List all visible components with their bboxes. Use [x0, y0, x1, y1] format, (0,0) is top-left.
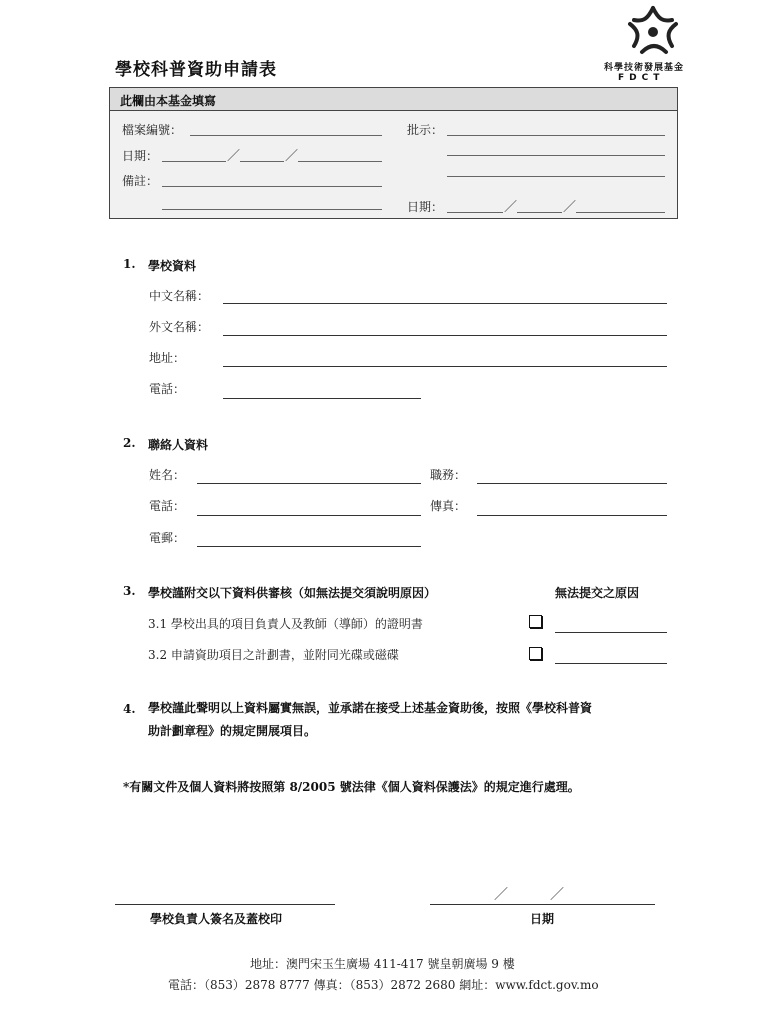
remarks-field-line-2[interactable] — [162, 209, 382, 210]
contact-email-field[interactable] — [197, 546, 421, 547]
contact-name-field[interactable] — [197, 483, 421, 484]
document-item-3-1-reason-field[interactable] — [555, 632, 667, 633]
remarks-label: 備註： — [122, 174, 159, 188]
section-2-number: 2. — [123, 436, 136, 450]
section-1-number: 1. — [123, 257, 136, 271]
section-1-title: 學校資料 — [148, 259, 197, 273]
signature-date-slash-1: ／ — [494, 887, 508, 903]
section-4-declaration-line-1: 學校謹此聲明以上資料屬實無誤，並承諾在接受上述基金資助後，按照《學校科普資 — [148, 701, 593, 715]
section-3-number: 3. — [123, 584, 136, 598]
office-date-slash-2: ／ — [285, 149, 299, 164]
signature-date-field[interactable] — [430, 904, 655, 905]
chinese-name-field[interactable] — [223, 303, 667, 304]
file-number-label: 檔案編號： — [122, 123, 183, 137]
remarks-field-line-1[interactable] — [162, 186, 382, 187]
approval-field-line-1[interactable] — [447, 135, 665, 136]
document-item-3-1-label: 3.1 學校出具的項目負責人及教師（導師）的證明書 — [148, 617, 423, 631]
document-item-3-1-checkbox[interactable] — [529, 615, 542, 628]
office-use-heading — [110, 88, 677, 111]
section-3-title: 學校謹附交以下資料供審核（如無法提交須說明原因） — [148, 586, 437, 600]
contact-phone-label: 電話： — [149, 499, 186, 513]
office-use-heading-text: 此欄由本基金填寫 — [120, 94, 217, 108]
chinese-name-label: 中文名稱： — [149, 289, 210, 303]
office-date-month-field[interactable] — [240, 161, 284, 162]
school-signature-field[interactable] — [115, 904, 335, 905]
contact-fax-label: 傳真： — [430, 499, 467, 513]
file-number-field[interactable] — [190, 135, 382, 136]
approval-date-month-field[interactable] — [517, 212, 562, 213]
office-date-year-field[interactable] — [298, 161, 382, 162]
approval-date-slash-2: ／ — [563, 200, 577, 215]
logo-name: 科學技術發展基金 — [604, 63, 685, 73]
contact-fax-field[interactable] — [477, 515, 667, 516]
approval-date-label: 日期： — [407, 200, 444, 214]
reason-column-header: 無法提交之原因 — [555, 586, 640, 600]
office-date-label: 日期： — [122, 149, 159, 163]
contact-email-label: 電郵： — [149, 531, 186, 545]
signature-date-slash-2: ／ — [550, 887, 564, 903]
approval-label: 批示： — [407, 123, 444, 137]
approval-field-line-2[interactable] — [447, 155, 665, 156]
office-use-box — [109, 87, 678, 219]
contact-name-label: 姓名： — [149, 468, 186, 482]
document-item-3-2-reason-field[interactable] — [555, 663, 667, 664]
signature-date-label: 日期 — [530, 912, 555, 926]
school-phone-label: 電話： — [149, 382, 186, 396]
foreign-name-field[interactable] — [223, 335, 667, 336]
document-item-3-2-checkbox[interactable] — [529, 647, 542, 660]
form-title: 學校科普資助申請表 — [115, 60, 277, 80]
section-4-number: 4. — [123, 702, 136, 716]
fdct-logo — [598, 2, 708, 84]
logo-abbreviation: FDCT — [618, 73, 665, 83]
school-phone-field[interactable] — [223, 398, 421, 399]
contact-position-field[interactable] — [477, 483, 667, 484]
school-signature-label: 學校負責人簽名及蓋校印 — [150, 912, 283, 926]
section-4-declaration-line-2: 助計劃章程》的規定開展項目。 — [148, 724, 317, 738]
approval-field-line-3[interactable] — [447, 176, 665, 177]
address-field[interactable] — [223, 366, 667, 367]
office-date-day-field[interactable] — [162, 161, 226, 162]
foreign-name-label: 外文名稱： — [149, 320, 210, 334]
section-4-declaration — [148, 697, 678, 743]
approval-date-year-field[interactable] — [576, 212, 665, 213]
contact-position-label: 職務： — [430, 468, 467, 482]
privacy-note: *有關文件及個人資料將按照第 8/2005 號法律《個人資料保護法》的規定進行處理。 — [123, 780, 580, 794]
address-label: 地址： — [149, 351, 186, 365]
section-2-title: 聯絡人資料 — [148, 438, 209, 452]
contact-phone-field[interactable] — [197, 515, 421, 516]
approval-date-day-field[interactable] — [447, 212, 503, 213]
office-date-slash-1: ／ — [227, 149, 241, 164]
fdct-logo-mark-icon — [598, 2, 708, 60]
approval-date-slash-1: ／ — [504, 200, 518, 215]
footer-contact: 電話：（853）2878 8777 傳真：（853）2872 2680 網址：www.fdct.gov.mo — [168, 978, 599, 992]
document-item-3-2-label: 3.2 申請資助項目之計劃書，並附同光碟或磁碟 — [148, 648, 399, 662]
footer-address: 地址：澳門宋玉生廣場 411-417 號皇朝廣場 9 樓 — [250, 957, 515, 971]
